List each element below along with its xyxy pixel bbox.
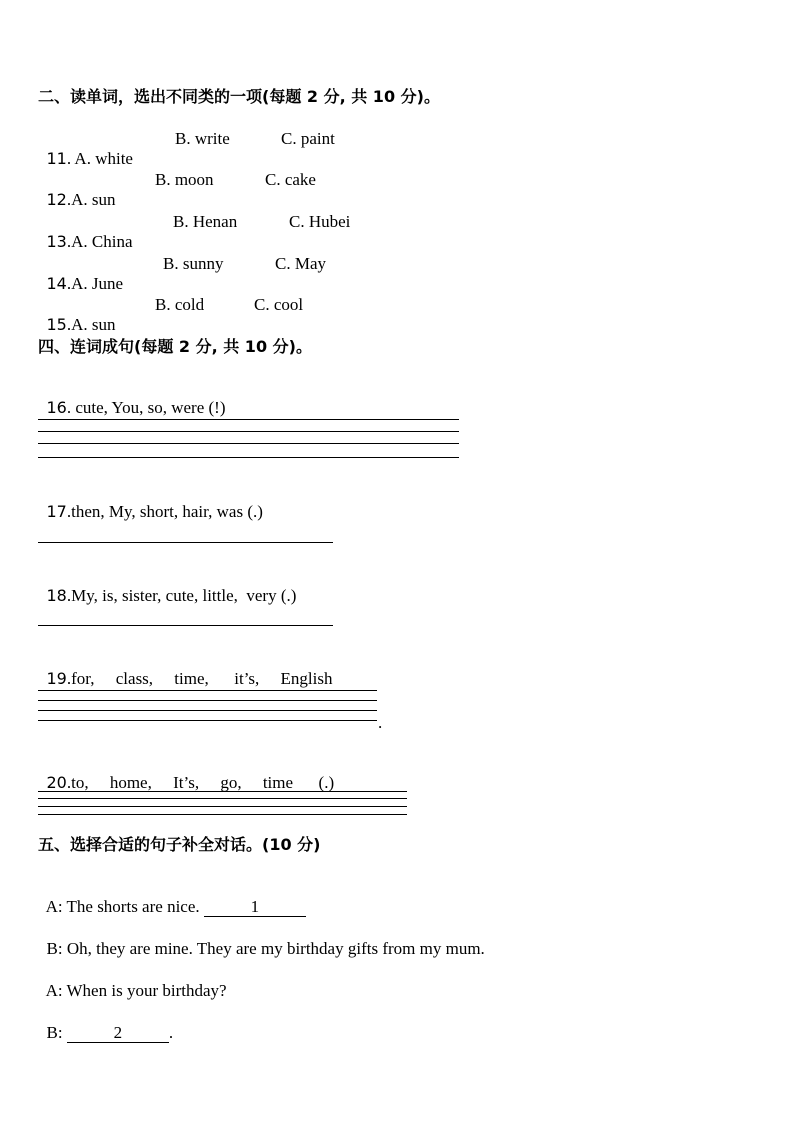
question-number: 14 xyxy=(46,274,67,293)
question-words: .My, is, sister, cute, little, very (.) xyxy=(66,586,297,605)
dialogue-line-1 xyxy=(38,877,306,917)
dialogue-line-4: B: 2 . xyxy=(46,1023,174,1042)
question-11: 11. A. white xyxy=(46,149,133,168)
answer-line xyxy=(38,710,377,711)
speaker-label: B: xyxy=(46,1023,63,1042)
answer-line xyxy=(38,806,407,807)
question-number: 12 xyxy=(46,190,67,209)
answer-line xyxy=(38,798,407,799)
question-18 xyxy=(38,566,296,606)
question-13-option-b: B. Henan xyxy=(173,212,238,231)
question-15: 15.A. sun xyxy=(46,315,116,334)
answer-line xyxy=(38,690,377,691)
answer-line xyxy=(38,791,407,792)
question-19 xyxy=(38,649,333,689)
question-13-option-c: C. Hubei xyxy=(289,212,351,231)
question-words: .to, home, It’s, go, time (.) xyxy=(66,773,335,792)
dialogue-line-2 xyxy=(38,919,485,959)
section-4-heading: 四、连词成句(每题 2 分, 共 10 分)。 xyxy=(38,337,312,356)
dialogue-text: Oh, they are mine. They are my birthday gifts from my mum. xyxy=(66,939,485,958)
question-number: 19 xyxy=(46,669,67,688)
question-14: 14.A. June xyxy=(46,274,124,293)
question-11-option-b: B. write xyxy=(175,129,230,148)
question-20 xyxy=(38,753,334,793)
answer-blank-1[interactable]: 1 xyxy=(204,898,306,917)
dialogue-line-3 xyxy=(38,961,227,1001)
option-a: A. sun xyxy=(71,190,116,209)
question-number: 18 xyxy=(46,586,67,605)
question-15-option-c: C. cool xyxy=(254,295,304,314)
question-17 xyxy=(38,482,263,522)
speaker-label: A: xyxy=(45,981,63,1000)
question-words: .for, class, time, it’s, English xyxy=(66,669,333,688)
question-14-option-b: B. sunny xyxy=(163,254,224,273)
question-number: 17 xyxy=(46,502,67,521)
question-number: 11 xyxy=(46,149,67,168)
answer-blank-2[interactable]: 2 xyxy=(67,1024,169,1043)
option-a: A. China xyxy=(71,232,133,251)
answer-line xyxy=(38,431,459,432)
question-number: 20 xyxy=(46,773,67,792)
section-2-heading: 二、读单词，选出不同类的一项(每题 2 分, 共 10 分)。 xyxy=(38,87,440,106)
question-15-option-b: B. cold xyxy=(155,295,205,314)
question-words: .then, My, short, hair, was (.) xyxy=(66,502,263,521)
option-a: A. June xyxy=(71,274,124,293)
speaker-label: A: xyxy=(45,897,63,916)
question-16 xyxy=(38,378,226,418)
question-12-option-b: B. moon xyxy=(155,170,214,189)
speaker-label: B: xyxy=(46,939,63,958)
option-a: A. white xyxy=(74,149,133,168)
question-number: 16 xyxy=(46,398,67,417)
section-5-heading: 五、选择合适的句子补全对话。(10 分) xyxy=(38,835,321,854)
answer-line xyxy=(38,814,407,815)
question-14-option-c: C. May xyxy=(275,254,326,273)
question-number: 13 xyxy=(46,232,67,251)
question-words: . cute, You, so, were (!) xyxy=(66,398,226,417)
question-12: 12.A. sun xyxy=(46,190,116,209)
dialogue-text: The shorts are nice. xyxy=(66,897,200,916)
question-13: 13.A. China xyxy=(46,232,133,251)
answer-line xyxy=(38,457,459,458)
answer-line xyxy=(38,443,459,444)
dialogue-text: When is your birthday? xyxy=(66,981,227,1000)
answer-line xyxy=(38,419,459,420)
answer-line xyxy=(38,720,377,721)
answer-line xyxy=(38,625,333,626)
question-11-option-c: C. paint xyxy=(281,129,335,148)
question-19-end-mark: . xyxy=(378,713,383,732)
question-number: 15 xyxy=(46,315,67,334)
answer-line xyxy=(38,542,333,543)
question-12-option-c: C. cake xyxy=(265,170,316,189)
option-a: A. sun xyxy=(71,315,116,334)
answer-line xyxy=(38,700,377,701)
